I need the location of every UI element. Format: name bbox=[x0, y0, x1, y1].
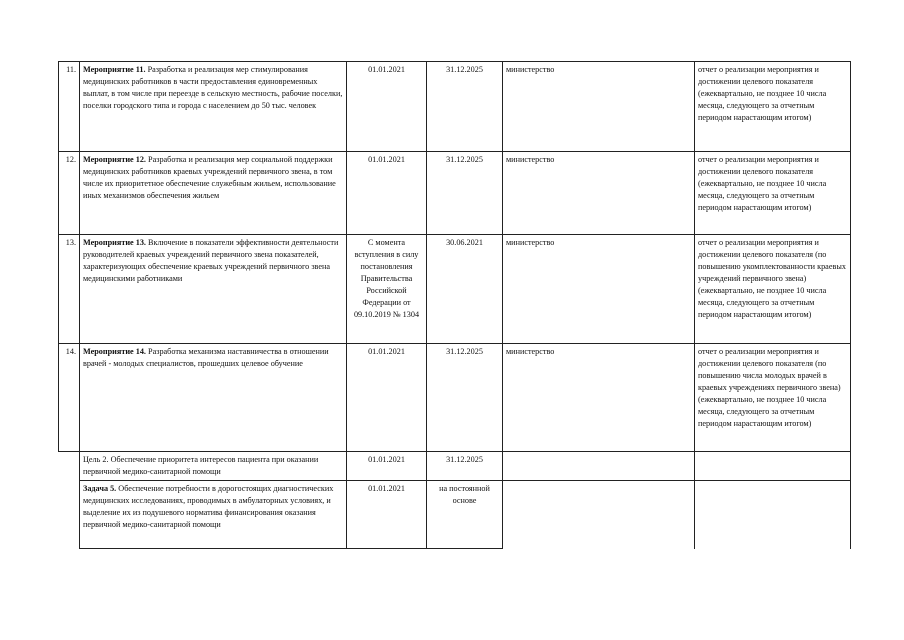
activity-heading: Мероприятие 12. bbox=[83, 155, 146, 164]
end-date: 31.12.2025 bbox=[427, 152, 503, 235]
activity-description bbox=[80, 62, 347, 152]
end-date: на постоянной основе bbox=[427, 481, 503, 549]
row-number: 12. bbox=[59, 152, 80, 235]
activity-text: Включение в показатели эффективности деятельности руководителей краевых учреждений первичного звена показателей, характеризующих обеспечение краевых учреждений первичного звена медицинскими работниками bbox=[83, 238, 339, 283]
executor: министерство bbox=[503, 62, 695, 152]
goal-row bbox=[59, 452, 851, 481]
report-form: отчет о реализации мероприятия и достижении целевого показателя (по повышению числа молодых врачей в краевых учреждениях первичного звена) (ежеквартально, не позднее 10 числа месяца, следующего за отчетным периодом нарастающим итогом) bbox=[695, 344, 851, 452]
row-number: 14. bbox=[59, 344, 80, 452]
row-number: 13. bbox=[59, 235, 80, 344]
start-date: 01.01.2021 bbox=[347, 452, 427, 481]
executor bbox=[503, 481, 695, 549]
task-heading: Задача 5. bbox=[83, 484, 117, 493]
executor: министерство bbox=[503, 344, 695, 452]
activity-heading: Мероприятие 14. bbox=[83, 347, 146, 356]
start-date: С момента вступления в силу постановления Правительства Российской Федерации от 09.10.2019 № 1304 bbox=[347, 235, 427, 344]
report-form: отчет о реализации мероприятия и достижении целевого показателя (по повышению укомплектованности краевых учреждений первичного звена) (ежеквартально, не позднее 10 числа месяца, следующего за отчетным периодом нарастающим итогом) bbox=[695, 235, 851, 344]
end-date: 31.12.2025 bbox=[427, 452, 503, 481]
row-number bbox=[59, 452, 80, 481]
table-row bbox=[59, 235, 851, 344]
activity-text: Разработка и реализация мер стимулирования медицинских работников в части предоставления единовременных выплат, в том числе при переезде в сельскую местность, рабочие поселки, поселки городского типа и города с населением до 50 тыс. человек bbox=[83, 65, 343, 110]
start-date: 01.01.2021 bbox=[347, 62, 427, 152]
report-form bbox=[695, 481, 851, 549]
table-row bbox=[59, 152, 851, 235]
report-form: отчет о реализации мероприятия и достижении целевого показателя (ежеквартально, не позднее 10 числа месяца, следующего за отчетным периодом нарастающим итогом) bbox=[695, 62, 851, 152]
activity-text: Разработка и реализация мер социальной поддержки медицинских работников краевых учреждений первичного звена, в том числе их приоритетное обеспечение служебным жильем, использование иных механизмов обеспечения жильем bbox=[83, 155, 336, 200]
start-date: 01.01.2021 bbox=[347, 481, 427, 549]
goal-description: Цель 2. Обеспечение приоритета интересов пациента при оказании первичной медико-санитарной помощи bbox=[80, 452, 347, 481]
table-row bbox=[59, 344, 851, 452]
task-description bbox=[80, 481, 347, 549]
row-number bbox=[59, 481, 80, 549]
end-date: 31.12.2025 bbox=[427, 62, 503, 152]
activity-text: Разработка механизма наставничества в отношении врачей - молодых специалистов, прошедших целевое обучение bbox=[83, 347, 329, 368]
report-form bbox=[695, 452, 851, 481]
activity-heading: Мероприятие 11. bbox=[83, 65, 146, 74]
executor: министерство bbox=[503, 152, 695, 235]
activity-heading: Мероприятие 13. bbox=[83, 238, 146, 247]
task-text: Обеспечение потребности в дорогостоящих диагностических медицинских исследованиях, проводимых в амбулаторных условиях, и выделение их из подушевого норматива финансирования оказания первичной медико-санитарной помощи bbox=[83, 484, 334, 529]
executor: министерство bbox=[503, 235, 695, 344]
task-row bbox=[59, 481, 851, 549]
report-form: отчет о реализации мероприятия и достижении целевого показателя (ежеквартально, не позднее 10 числа месяца, следующего за отчетным периодом нарастающим итогом) bbox=[695, 152, 851, 235]
activity-description bbox=[80, 152, 347, 235]
activity-description bbox=[80, 235, 347, 344]
activities-table bbox=[58, 61, 851, 549]
executor bbox=[503, 452, 695, 481]
start-date: 01.01.2021 bbox=[347, 344, 427, 452]
end-date: 31.12.2025 bbox=[427, 344, 503, 452]
end-date: 30.06.2021 bbox=[427, 235, 503, 344]
row-number: 11. bbox=[59, 62, 80, 152]
start-date: 01.01.2021 bbox=[347, 152, 427, 235]
table-row bbox=[59, 62, 851, 152]
activity-description bbox=[80, 344, 347, 452]
